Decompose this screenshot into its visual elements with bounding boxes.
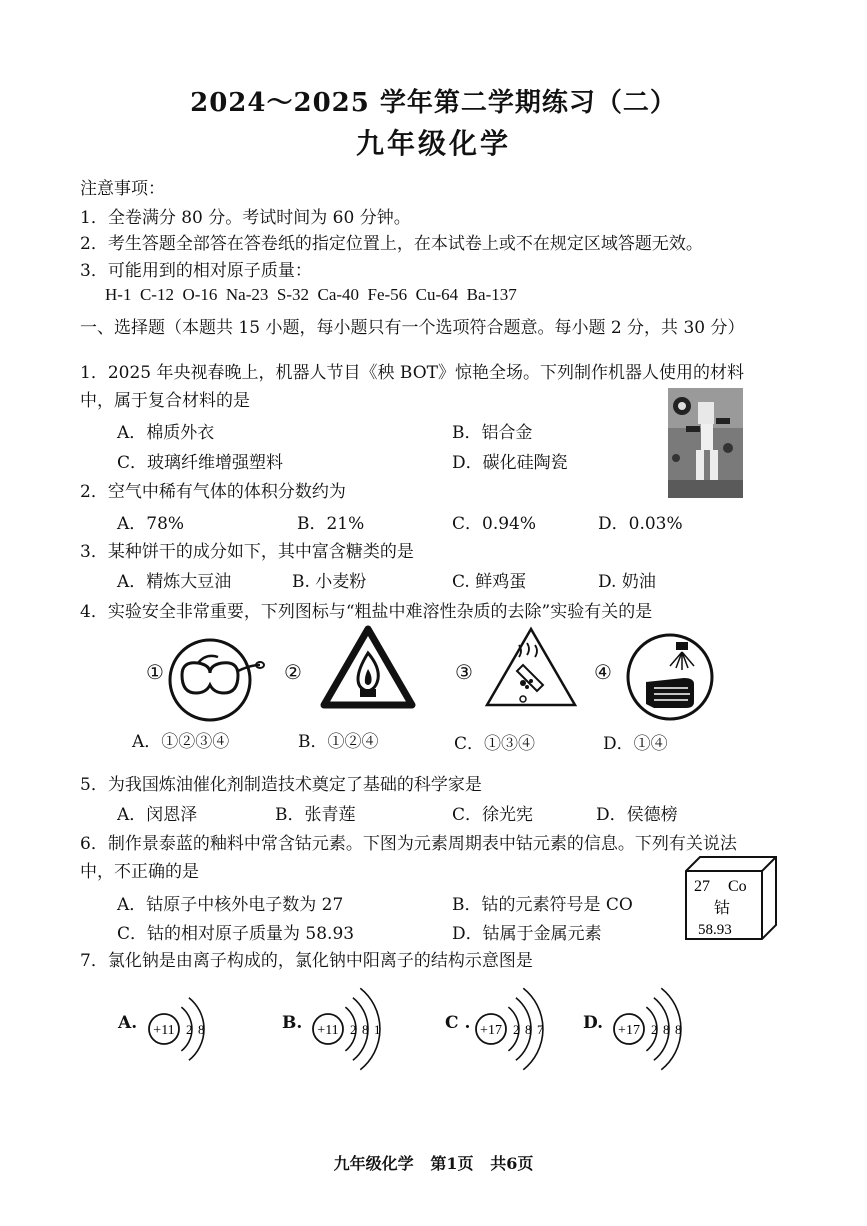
question-stem: 4．实验安全非常重要，下列图标与“粗盐中难溶性杂质的去除”实验有关的是	[80, 602, 653, 622]
option-d: D．侯德榜	[596, 805, 678, 825]
shell-electron-count: 2	[350, 1022, 357, 1037]
goggles-icon	[168, 635, 268, 725]
option-b: B．铝合金	[452, 423, 533, 443]
shell-electron-count: 2	[651, 1022, 658, 1037]
atomic-masses: H-1 C-12 O-16 Na-23 S-32 Ca-40 Fe-56 Cu-64 Ba-137	[105, 285, 517, 304]
question-stem: 5．为我国炼油催化剂制造技术奠定了基础的科学家是	[80, 775, 482, 795]
option-d: D．钴属于金属元素	[452, 924, 602, 944]
option-d: D．碳化硅陶瓷	[452, 453, 568, 473]
diagram-option-label: A.	[118, 1013, 138, 1033]
notice-item: 2．考生答题全部答在答卷纸的指定位置上，在本试卷上或不在规定区域答题无效。	[80, 234, 703, 254]
option-c: C．玻璃纤维增强塑料	[117, 453, 284, 473]
option-d: D．①④	[603, 734, 668, 754]
icon-label: ②	[284, 660, 302, 684]
option-a: A．闵恩泽	[117, 805, 198, 825]
element-mass: 58.93	[698, 922, 732, 938]
option-c: C．钴的相对原子质量为 58.93	[117, 924, 355, 944]
option-b: B．钴的元素符号是 CO	[452, 895, 633, 915]
element-name: 钴	[714, 898, 731, 917]
option-c: C．徐光宪	[452, 805, 534, 825]
shell-electron-count: 8	[525, 1022, 532, 1037]
atom-diagram	[308, 985, 428, 1075]
robot-photo	[668, 388, 743, 498]
page-footer: 九年级化学 第1页 共6页	[333, 1154, 534, 1173]
shell-electron-count: 8	[675, 1022, 682, 1037]
diagram-option-label: C .	[445, 1013, 471, 1033]
exam-title: 2024～2025 学年第二学期练习（二）	[190, 88, 677, 118]
nucleus-charge: +17	[480, 1023, 502, 1038]
shell-electron-count: 1	[374, 1022, 381, 1037]
shell-electron-count: 7	[537, 1022, 544, 1037]
notice-item: 3．可能用到的相对原子质量：	[80, 261, 312, 281]
hot-surface-icon	[483, 625, 579, 709]
option-a: A．棉质外衣	[117, 423, 215, 443]
option-c: C．①③④	[454, 734, 536, 754]
notice-item: 1．全卷满分 80 分。考试时间为 60 分钟。	[80, 208, 411, 228]
option-a: A．78%	[117, 514, 185, 534]
element-cell-cobalt	[684, 855, 778, 941]
atom-diagram	[471, 985, 591, 1075]
question-stem: 中，不正确的是	[80, 862, 199, 882]
option-c: C. 鲜鸡蛋	[452, 572, 527, 592]
option-c: C．0.94%	[452, 514, 537, 534]
question-stem: 2．空气中稀有气体的体积分数约为	[80, 482, 346, 502]
question-stem: 1．2025 年央视春晚上，机器人节目《秧 BOT》惊艳全场。下列制作机器人使用的材料	[80, 363, 744, 383]
shell-electron-count: 2	[513, 1022, 520, 1037]
fire-hazard-icon	[320, 625, 416, 709]
element-number: 27	[694, 878, 710, 895]
shell-electron-count: 8	[198, 1022, 205, 1037]
nucleus-charge: +11	[317, 1023, 339, 1038]
nucleus-charge: +11	[153, 1023, 175, 1038]
option-b: B．①②④	[298, 732, 379, 752]
option-b: B. 小麦粉	[292, 572, 367, 592]
option-b: B．张青莲	[275, 805, 356, 825]
icon-label: ③	[455, 660, 473, 684]
diagram-option-label: D.	[583, 1013, 604, 1033]
wash-hands-icon	[624, 632, 720, 724]
option-a: A．①②③④	[132, 732, 230, 752]
option-b: B．21%	[297, 514, 365, 534]
diagram-option-label: B.	[282, 1013, 303, 1033]
option-d: D. 奶油	[598, 572, 656, 592]
atom-diagram	[609, 985, 729, 1075]
question-stem: 6．制作景泰蓝的釉料中常含钴元素。下图为元素周期表中钴元素的信息。下列有关说法	[80, 834, 737, 854]
notice-heading: 注意事项：	[80, 179, 165, 199]
shell-electron-count: 2	[186, 1022, 193, 1037]
shell-electron-count: 8	[362, 1022, 369, 1037]
exam-subject: 九年级化学	[355, 127, 511, 160]
element-symbol: Co	[728, 878, 747, 895]
question-stem: 3．某种饼干的成分如下，其中富含糖类的是	[80, 542, 414, 562]
icon-label: ①	[146, 660, 164, 684]
option-d: D．0.03%	[598, 514, 683, 534]
option-a: A．精炼大豆油	[117, 572, 232, 592]
atom-diagram	[144, 985, 264, 1075]
question-stem: 中，属于复合材料的是	[80, 391, 250, 411]
section-title: 一、选择题（本题共 15 小题，每小题只有一个选项符合题意。每小题 2 分，共 30 分）	[80, 318, 745, 338]
icon-label: ④	[594, 660, 612, 684]
shell-electron-count: 8	[663, 1022, 670, 1037]
nucleus-charge: +17	[618, 1023, 640, 1038]
option-a: A．钴原子中核外电子数为 27	[117, 895, 344, 915]
question-stem: 7．氯化钠是由离子构成的，氯化钠中阳离子的结构示意图是	[80, 951, 533, 971]
